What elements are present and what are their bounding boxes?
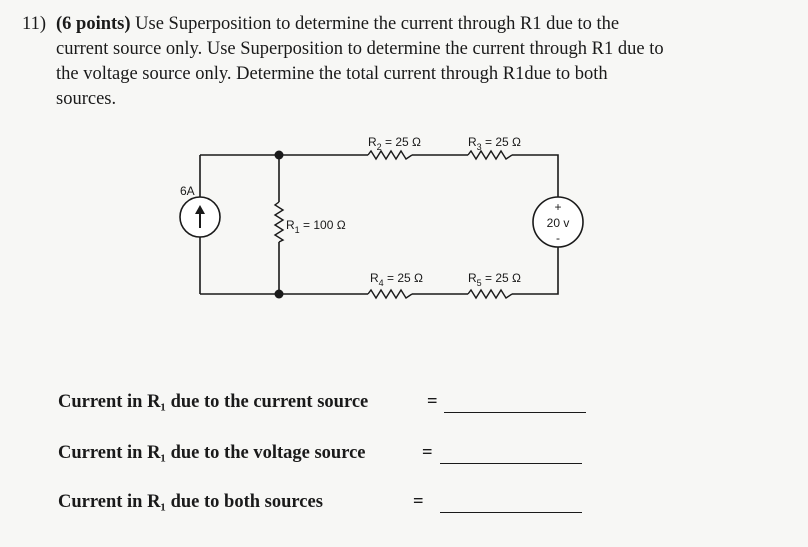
question-number: 11) (22, 14, 46, 34)
answer-equals: = (427, 392, 438, 412)
current-source-label: 6A (180, 184, 195, 198)
voltage-value: 20 v (546, 216, 570, 230)
wire-top (200, 155, 558, 197)
r4-label: $R_4 = 25$ Ω (370, 271, 424, 288)
answer-label: Current in R₁ due to both sources (58, 492, 323, 512)
r2-label: $R_2 = 25$ Ω (368, 135, 422, 152)
answer-equals: = (413, 492, 424, 512)
answer-blank-line[interactable] (444, 412, 586, 413)
resistor-r2 (368, 151, 412, 159)
resistor-r3 (468, 151, 512, 159)
answer-label: Current in R₁ due to the voltage source (58, 443, 366, 463)
answer-voltage-source (58, 443, 433, 464)
voltage-plus: + (554, 200, 562, 214)
r1-label: $R_1 = 100$ Ω (286, 218, 346, 235)
resistor-r1 (275, 202, 283, 242)
r3-label: $R_3 = 25$ Ω (468, 135, 522, 152)
current-source (180, 197, 220, 237)
r5-label: $R_5 = 25$ Ω (468, 271, 522, 288)
question-line-1-text: Use Superposition to determine the current through R1 due to the (130, 14, 620, 34)
node-top (275, 151, 284, 160)
answer-blank-line[interactable] (440, 512, 582, 513)
resistor-r5 (468, 290, 512, 298)
answer-equals: = (422, 443, 433, 463)
node-bottom (275, 290, 284, 299)
question-line-2: current source only. Use Superposition to determine the current through R1 due to (56, 39, 664, 59)
answer-current-source (58, 392, 438, 413)
resistor-r4 (368, 290, 412, 298)
answer-label: Current in R₁ due to the current source (58, 392, 369, 412)
question-line-4: sources. (56, 89, 117, 109)
question-points: (6 points) (56, 14, 131, 34)
answer-blank-line[interactable] (440, 463, 582, 464)
question-line-3: the voltage source only. Determine the total current through R1due to both (56, 64, 608, 84)
voltage-minus: - (556, 231, 560, 245)
answer-both-sources (58, 492, 424, 513)
